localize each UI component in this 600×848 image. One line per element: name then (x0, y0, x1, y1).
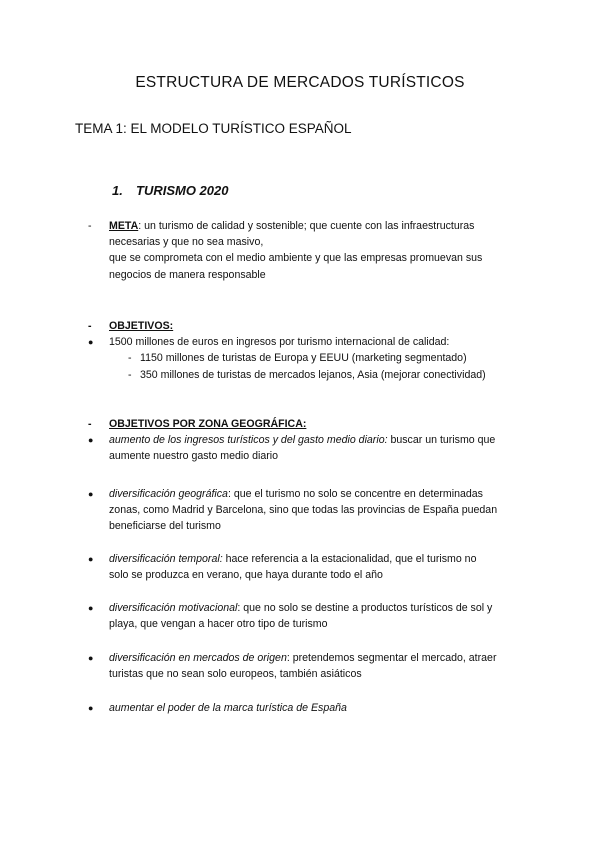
zona-block (88, 416, 548, 465)
meta-line-1: : un turismo de calidad y sostenible; que cuente con las infraestructuras (138, 220, 475, 232)
list-item (88, 486, 548, 535)
zona-item-block (88, 600, 548, 632)
objetivos-label: OBJETIVOS: (109, 320, 174, 332)
meta-line-4: negocios de manera responsable (109, 268, 266, 281)
bullet-marker: ● (88, 489, 94, 499)
meta-line-2: necesarias y que no sea masivo, (109, 236, 264, 249)
item-continuation: aumente nuestro gasto medio diario (109, 450, 279, 463)
sub-list-item (88, 367, 548, 383)
zona-heading (88, 416, 548, 432)
item-text: : que no solo se destine a productos turísticos de sol y (237, 602, 493, 614)
dash-marker: - (88, 320, 92, 332)
item-text: : pretendemos segmentar el mercado, atraer (286, 652, 497, 664)
item-term: diversificación en mercados de origen (109, 652, 287, 664)
meta-block (88, 218, 548, 283)
list-item (88, 334, 548, 350)
item-continuation: solo se produzca en verano, que haya durante todo el año (109, 569, 383, 582)
list-item (88, 650, 548, 682)
bullet-marker: ● (88, 653, 94, 663)
page-title: ESTRUCTURA DE MERCADOS TURÍSTICOS (135, 74, 465, 91)
list-item (88, 700, 548, 716)
item-continuation: playa, que vengan a hacer otro tipo de turismo (109, 618, 328, 631)
topic-heading: TEMA 1: EL MODELO TURÍSTICO ESPAÑOL (75, 121, 352, 136)
dash-marker: - (88, 418, 92, 430)
item-term: diversificación temporal: (109, 553, 223, 565)
item-text: : que el turismo no solo se concentre en determinadas (227, 488, 483, 500)
objetivos-heading (88, 318, 548, 334)
objetivos-sub-2: 350 millones de turistas de mercados lejanos, Asia (mejorar conectividad) (140, 368, 486, 381)
meta-line-3: que se comprometa con el medio ambiente y que las empresas promuevan sus (109, 252, 483, 265)
dash-marker: - (128, 368, 132, 381)
zona-item-block (88, 486, 548, 535)
objetivos-bullet: 1500 millones de euros en ingresos por turismo internacional de calidad: (109, 336, 450, 349)
item-continuation: zonas, como Madrid y Barcelona, sino que todas las provincias de España puedan (109, 504, 498, 517)
list-item (88, 600, 548, 632)
objetivos-block (88, 318, 548, 383)
bullet-marker: ● (88, 603, 94, 613)
section-number: 1. (112, 183, 123, 198)
item-text: hace referencia a la estacionalidad, que el turismo no (222, 553, 477, 565)
meta-label: META (109, 220, 139, 232)
item-term: diversificación geográfica (109, 488, 228, 500)
bullet-marker: ● (88, 703, 94, 713)
list-item (88, 432, 548, 464)
dash-marker: - (128, 352, 132, 365)
bullet-marker: ● (88, 435, 94, 446)
sub-list-item (88, 350, 548, 366)
list-item (88, 551, 548, 583)
item-text: buscar un turismo que (387, 434, 496, 447)
item-continuation: turistas que no sean solo europeos, también asiáticos (109, 668, 362, 681)
zona-item-block (88, 650, 548, 682)
meta-item (88, 218, 548, 283)
bullet-marker: ● (88, 337, 94, 348)
zona-item-block (88, 551, 548, 583)
section-heading (112, 183, 228, 198)
item-continuation: beneficiarse del turismo (109, 520, 221, 533)
item-term: aumentar el poder de la marca turística de España (109, 702, 347, 714)
bullet-marker: ● (88, 554, 94, 564)
objetivos-sub-1: 1150 millones de turistas de Europa y EEUU (marketing segmentado) (140, 352, 467, 365)
zona-item-block (88, 700, 548, 716)
item-term: aumento de los ingresos turísticos y del gasto medio diario: (109, 434, 388, 447)
dash-marker: - (88, 220, 92, 232)
section-title: TURISMO 2020 (136, 183, 229, 198)
item-term: diversificación motivacional (109, 602, 238, 614)
zona-label: OBJETIVOS POR ZONA GEOGRÁFICA: (109, 418, 307, 430)
